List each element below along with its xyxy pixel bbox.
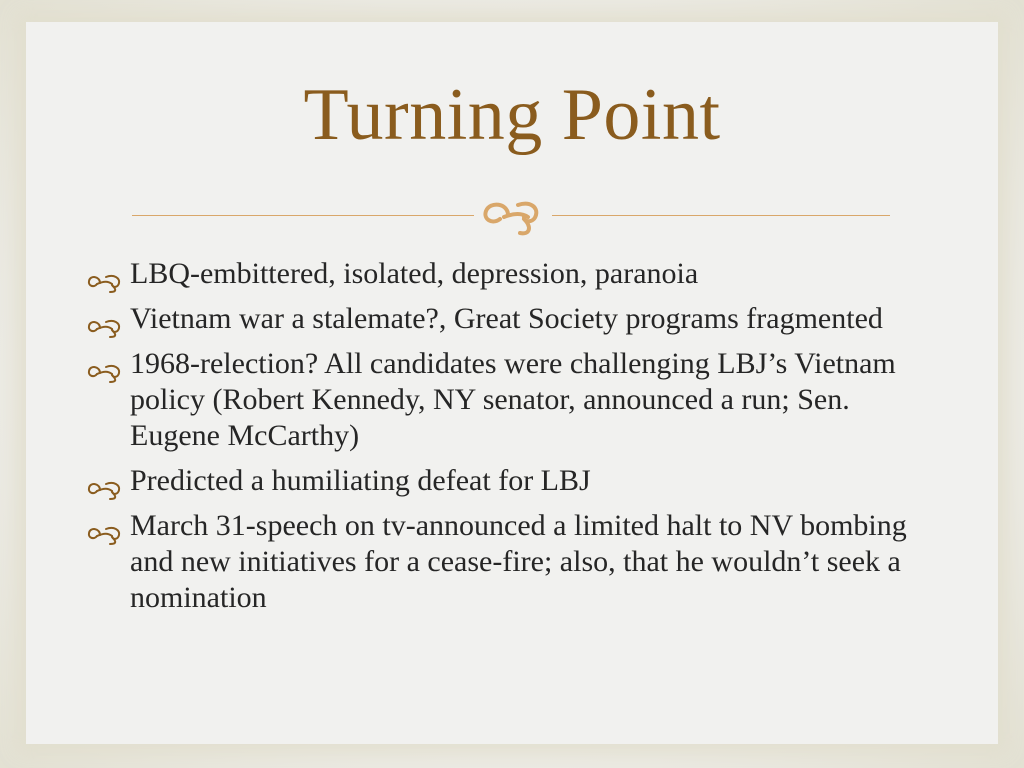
bullet-item [86,256,926,292]
bullet-text: March 31-speech on tv-announced a limited halt to NV bombing and new initiatives for a cease-fire; also, that he wouldn’t seek a nomination [130,509,907,614]
ornament-scroll-icon [474,192,552,238]
ornament-bullet-icon [86,266,126,288]
ornament-bullet-icon [86,518,126,540]
bullet-text: LBQ-embittered, isolated, depression, paranoia [130,257,699,290]
bullet-text: Predicted a humiliating defeat for LBJ [130,464,591,497]
bullet-item [86,463,926,499]
bullet-item [86,346,926,454]
bullet-text: 1968-relection? All candidates were challenging LBJ’s Vietnam policy (Robert Kennedy, NY senator, announced a run; Sen. Eugene McCarthy) [130,347,896,452]
ornament-bullet-icon [86,473,126,495]
bullet-item [86,508,926,616]
bullet-item [86,301,926,337]
bullet-text: Vietnam war a stalemate?, Great Society programs fragmented [130,302,883,335]
bullet-list [86,256,926,625]
ornament-bullet-icon [86,356,126,378]
ornament-bullet-icon [86,311,126,333]
slide-title: Turning Point [303,74,721,156]
